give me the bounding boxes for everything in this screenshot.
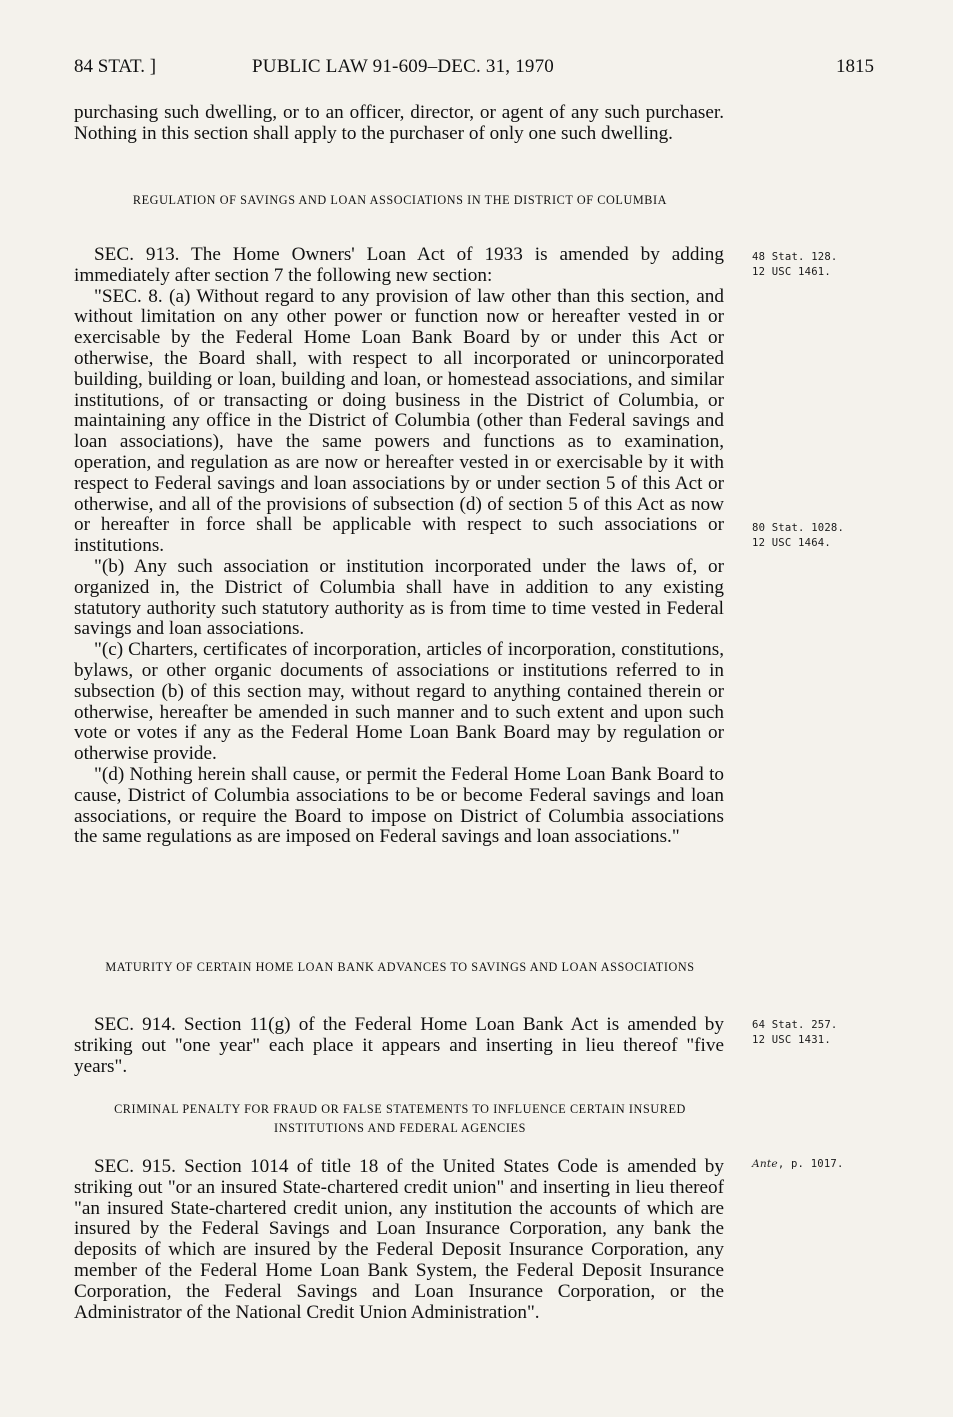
citation-line: 12 USC 1464.: [752, 537, 831, 549]
section-913: [74, 245, 724, 848]
margin-citation: [752, 1018, 872, 1048]
page-header: [74, 56, 874, 84]
body-paragraph: "(c) Charters, certificates of incorporation, articles of incorporation, constitutions, bylaws, or other organic documents of associations or institutions referred to in subsection (b) of this section may, without regard to anything contained therein or otherwise, hereafter be amended in such manner and to such extent and upon such vote or votes if any as the Federal Home Loan Bank Board may by regulation or otherwise provide.: [74, 639, 724, 765]
volume-citation: 84 STAT. ]: [74, 56, 157, 77]
section-heading: CRIMINAL PENALTY FOR FRAUD OR FALSE STATEMENTS TO INFLUENCE CERTAIN INSURED INSTITUTIONS AND FEDERAL AGENCIES: [114, 1102, 686, 1135]
section-heading-913: [90, 191, 710, 210]
citation-italic: Ante: [752, 1158, 778, 1170]
citation-line: 12 USC 1461.: [752, 266, 831, 278]
section-heading: MATURITY OF CERTAIN HOME LOAN BANK ADVANCES TO SAVINGS AND LOAN ASSOCIATIONS: [105, 960, 695, 974]
margin-citation: [752, 521, 872, 551]
section-heading-914: [98, 958, 702, 977]
page-number: 1815: [836, 56, 874, 77]
citation-line: 64 Stat. 257.: [752, 1019, 838, 1031]
citation-rest: , p. 1017.: [777, 1158, 844, 1170]
citation-line: 80 Stat. 1028.: [752, 522, 845, 534]
body-paragraph: "(d) Nothing herein shall cause, or permit the Federal Home Loan Bank Board to cause, District of Columbia associations to be or become Federal savings and loan associations, or require the Board to impose on District of Columbia associations the same regulations as are imposed on Federal savings and loan associations.": [74, 763, 724, 848]
body-paragraph: purchasing such dwelling, or to an officer, director, or agent of any such purchaser. Nothing in this section shall apply to the purchaser of only one such dwelling.: [74, 102, 724, 144]
margin-citation: [752, 250, 872, 280]
section-914: [74, 1015, 724, 1077]
section-heading: REGULATION OF SAVINGS AND LOAN ASSOCIATIONS IN THE DISTRICT OF COLUMBIA: [132, 193, 668, 207]
running-title: PUBLIC LAW 91-609–DEC. 31, 1970: [252, 56, 554, 77]
margin-citation: [752, 1157, 872, 1172]
section-915: [74, 1157, 724, 1323]
body-paragraph: "SEC. 8. (a) Without regard to any provision of law other than this section, and without limitation on any other power or function now or hereafter vested in or exercisable by the Federal Home Loan Bank Board by or under this Act or otherwise, the Board shall, with respect to all incorporated or unincorporated building, building or loan, building and loan, or homestead associations, and similar institutions, of or transacting or doing business in the District of Columbia, or maintaining any office in the District of Columbia (other than Federal savings and loan associations), have the same powers and functions as to examination, operation, and regulation as are now or hereafter vested in or exercisable by it with respect to Federal savings and loan associations by or under section 5 of this Act or otherwise, and all of the provisions of subsection (d) of section 5 of this Act as now or hereafter in force shall be applicable with respect to such associations or institutions.: [74, 285, 724, 557]
body-paragraph: SEC. 913. The Home Owners' Loan Act of 1933 is amended by adding immediately after section 7 the following new section:: [74, 244, 724, 286]
body-paragraph: SEC. 915. Section 1014 of title 18 of the United States Code is amended by striking out "or an insured State-chartered credit union" and inserting in lieu thereof "an insured State-chartered credit union, any institution the accounts of which are insured by the Federal Savings and Loan Insurance Corporation, any bank the deposits of which are insured by the Federal Deposit Insurance Corporation, any member of the Federal Home Loan Bank System, the Federal Deposit Insurance Corporation, the Federal Savings and Loan Insurance Corporation, or the Administrator of the National Credit Union Administration".: [74, 1156, 724, 1323]
body-paragraph: "(b) Any such association or institution incorporated under the laws of, or organized in, the District of Columbia shall have in addition to any existing statutory authority such statutory authority as is from time to time vested in Federal savings and loan associations.: [74, 555, 724, 640]
citation-line: 12 USC 1431.: [752, 1034, 831, 1046]
continued-paragraph: [74, 103, 724, 145]
section-heading-915: [88, 1100, 712, 1138]
citation-line: 48 Stat. 128.: [752, 251, 838, 263]
body-paragraph: SEC. 914. Section 11(g) of the Federal Home Loan Bank Act is amended by striking out "one year" each place it appears and inserting in lieu thereof "five years".: [74, 1014, 724, 1077]
